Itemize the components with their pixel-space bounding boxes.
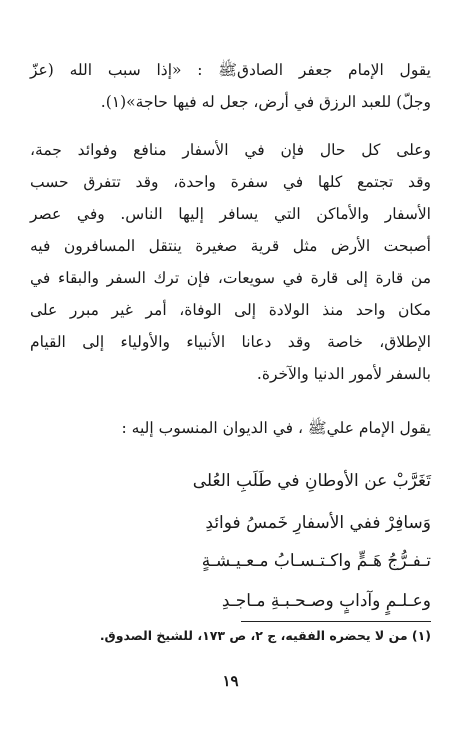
- paragraph-2-line-2: وقد تجتمع كلها في سفرة واحدة، وقد تتفرق حسب: [30, 173, 431, 191]
- paragraph-2-line-8: بالسفر لأمور الدنيا والآخرة.: [256, 365, 431, 383]
- verse-4: وعـلـمٍ وآدابٍ وصـحـبـةِ مـاجـدِ: [221, 591, 431, 611]
- paragraph-2-line-5: من قارة إلى قارة في سويعات، فإن ترك السفر والبقاء في: [30, 269, 431, 287]
- paragraph-2-line-3: الأسفار والأماكن التي يسافر إليها الناس. وفي عصر: [30, 205, 431, 223]
- paragraph-3-line-1: يقول الإمام عليﷺ ، في الديوان المنسوب إليه :: [121, 419, 431, 437]
- paragraph-2-line-4: أصبحت الأرض مثل قرية صغيرة ينتقل المسافرون فيه: [30, 237, 431, 255]
- verse-2: وَسافِرْ ففي الأسفارِ خَمسُ فوائدِ: [205, 513, 431, 533]
- footnote-separator: [241, 621, 431, 622]
- verse-3: تـفـرُّجُ هَـمٍّ واكـتـسـابُ مـعـيـشـةٍ: [201, 551, 431, 571]
- paragraph-1-line-2: وجلّ) للعبد الرزق في أرض، جعل له فيها حاجة»(١).: [100, 93, 431, 111]
- footnote: (١) من لا يحضره الفقيه، ج ٢، ص ١٧٣، للشيخ الصدوق.: [99, 628, 431, 643]
- paragraph-2-line-1: وعلى كل حال فإن في الأسفار منافع وفوائد جمة،: [30, 141, 431, 159]
- paragraph-2-line-6: مكان واحد منذ الولادة إلى الوفاة، أمر غير مبرر على: [30, 301, 431, 319]
- page-number: ١٩: [222, 672, 239, 690]
- paragraph-2-line-7: الإطلاق، خاصة وقد دعانا الأنبياء والأولياء إلى القيام: [30, 333, 431, 351]
- verse-1: تَغَرَّبْ عن الأوطانِ في طَلَبِ العُلى: [192, 471, 431, 491]
- paragraph-1-line-1: يقول الإمام جعفر الصادقﷺ : «إذا سبب الله (عزّ: [30, 61, 431, 79]
